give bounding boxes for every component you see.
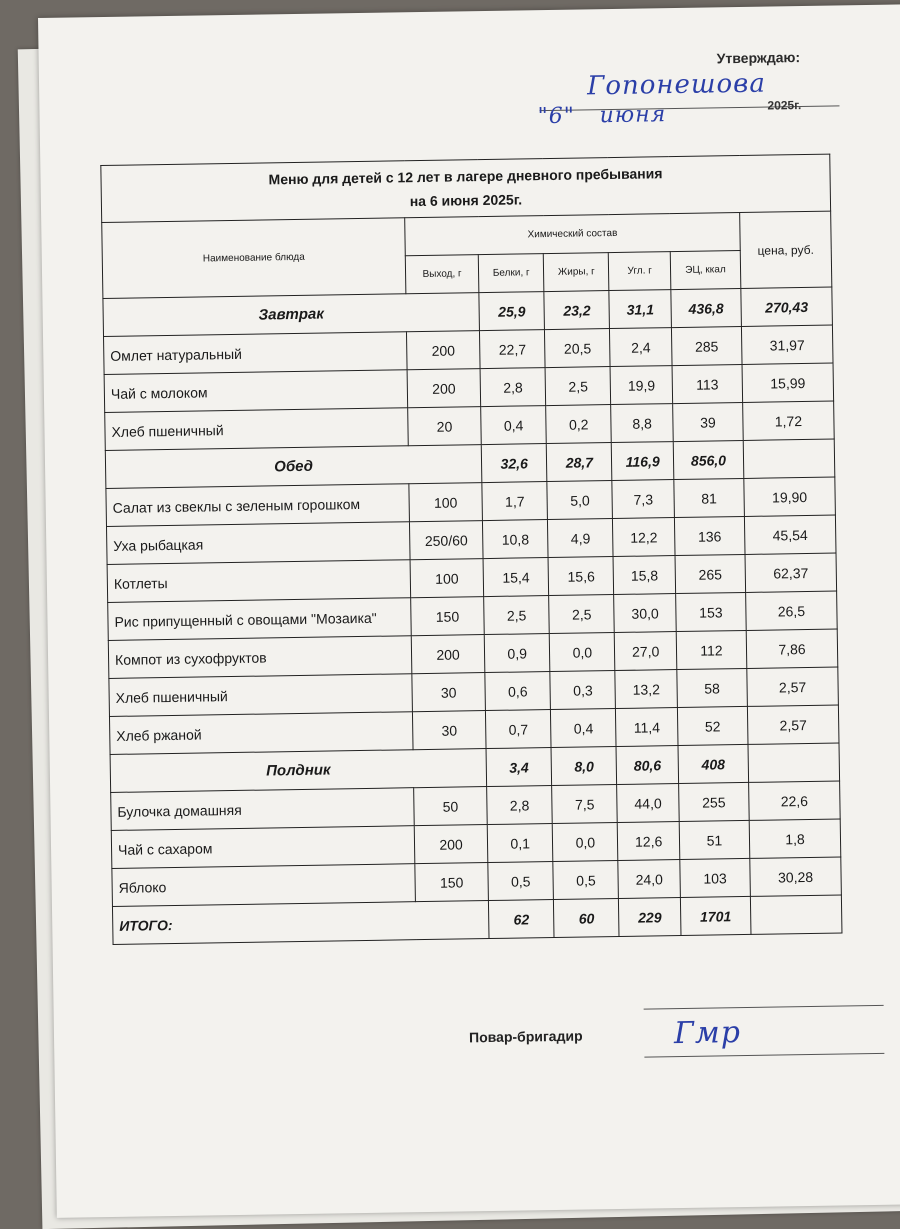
dish-name: Чай с сахаром: [111, 826, 415, 869]
dish-yield: 250/60: [409, 521, 483, 560]
energy-value: 112: [676, 630, 747, 669]
section-name: Обед: [105, 445, 482, 489]
price-value: 1,8: [749, 819, 841, 858]
dish-name: Хлеб пшеничный: [105, 408, 409, 451]
energy-value: 81: [674, 478, 745, 517]
carbs-value: 24,0: [618, 860, 680, 899]
protein-value: 0,6: [485, 672, 551, 711]
protein-value: 2,5: [484, 596, 550, 635]
price-value: 19,90: [744, 477, 836, 516]
price-value: 1,72: [743, 401, 835, 440]
protein-value: 22,7: [480, 330, 546, 369]
fat-value: 0,3: [550, 671, 616, 710]
dish-yield: 200: [407, 369, 481, 408]
protein-value: 32,6: [481, 444, 547, 483]
fat-value: 20,5: [545, 329, 611, 368]
carbs-value: 2,4: [610, 328, 672, 367]
dish-yield: 30: [412, 711, 486, 750]
fat-value: 0,5: [553, 860, 619, 899]
total-carbs: 229: [619, 898, 681, 937]
fat-value: 4,9: [548, 519, 614, 558]
carbs-value: 12,2: [613, 518, 675, 557]
cook-signature-line-top: [644, 1005, 884, 1010]
protein-value: 25,9: [479, 292, 545, 331]
energy-value: 285: [671, 326, 742, 365]
price-value: [743, 439, 835, 478]
protein-value: 0,7: [486, 710, 552, 749]
dish-name: Салат из свеклы с зеленым горошком: [106, 484, 410, 527]
dish-yield: 150: [415, 863, 489, 902]
carbs-value: 19,9: [610, 366, 672, 405]
dish-name: Яблоко: [112, 864, 416, 907]
dish-yield: 100: [410, 559, 484, 598]
total-protein: 62: [488, 900, 554, 939]
protein-value: 2,8: [487, 786, 553, 825]
fat-value: 15,6: [548, 557, 614, 596]
energy-value: 51: [679, 820, 750, 859]
approve-year: 2025г.: [767, 98, 802, 113]
energy-value: 265: [675, 554, 746, 593]
price-value: 30,28: [750, 857, 842, 896]
header-protein: Белки, г: [478, 254, 544, 293]
carbs-value: 8,8: [611, 404, 673, 443]
approve-date-day: "6": [537, 103, 576, 130]
carbs-value: 44,0: [617, 784, 679, 823]
dish-name: Уха рыбацкая: [106, 522, 410, 565]
dish-name: Котлеты: [107, 560, 411, 603]
dish-yield: 200: [406, 331, 480, 370]
energy-value: 408: [678, 744, 749, 783]
energy-value: 255: [679, 782, 750, 821]
price-value: 15,99: [742, 363, 834, 402]
fat-value: 28,7: [546, 443, 612, 482]
header-fat: Жиры, г: [544, 253, 610, 292]
table-title-line2: на 6 июня 2025г.: [409, 191, 523, 210]
approve-label: Утверждаю:: [716, 49, 801, 67]
total-price: [750, 895, 842, 934]
header-chem: Химический состав: [405, 213, 741, 256]
fat-value: 8,0: [551, 747, 617, 786]
carbs-value: 30,0: [614, 594, 676, 633]
price-value: 45,54: [744, 515, 836, 554]
fat-value: 7,5: [552, 784, 618, 823]
dish-yield: 50: [414, 787, 488, 826]
dish-yield: 100: [409, 483, 483, 522]
price-value: 31,97: [741, 325, 833, 364]
energy-value: 136: [674, 516, 745, 555]
dish-yield: 200: [411, 635, 485, 674]
carbs-value: 116,9: [612, 442, 674, 481]
menu-document: [38, 4, 900, 1218]
dish-name: Чай с молоком: [104, 370, 408, 413]
fat-value: 0,0: [552, 822, 618, 861]
dish-name: Омлет натуральный: [104, 332, 408, 375]
total-energy: 1701: [680, 896, 751, 935]
header-price: цена, руб.: [740, 211, 832, 288]
energy-value: 52: [677, 706, 748, 745]
energy-value: 103: [680, 858, 751, 897]
dish-name: Хлеб ржаной: [109, 712, 413, 755]
carbs-value: 31,1: [609, 290, 671, 329]
protein-value: 0,9: [484, 634, 550, 673]
cook-label: Повар-бригадир: [468, 1027, 583, 1046]
energy-value: 856,0: [673, 440, 744, 479]
dish-name: Компот из сухофруктов: [108, 636, 412, 679]
protein-value: 2,8: [480, 368, 546, 407]
section-name: Завтрак: [103, 293, 480, 337]
fat-value: 0,2: [546, 405, 612, 444]
protein-value: 0,1: [487, 824, 553, 863]
header-yield: Выход, г: [405, 255, 479, 294]
fat-value: 2,5: [545, 367, 611, 406]
header-energy: ЭЦ, ккал: [670, 250, 741, 289]
energy-value: 39: [673, 402, 744, 441]
dish-name: Булочка домашняя: [111, 788, 415, 831]
price-value: 62,37: [745, 553, 837, 592]
price-value: 2,57: [747, 667, 839, 706]
fat-value: 2,5: [549, 595, 615, 634]
energy-value: 58: [677, 668, 748, 707]
fat-value: 0,0: [549, 633, 615, 672]
protein-value: 10,8: [483, 520, 549, 559]
price-value: 26,5: [746, 591, 838, 630]
header-carbs: Угл. г: [609, 252, 671, 291]
price-value: 22,6: [749, 781, 841, 820]
protein-value: 15,4: [483, 558, 549, 597]
price-value: 270,43: [741, 287, 833, 326]
dish-yield: 150: [411, 597, 485, 636]
fat-value: 23,2: [544, 291, 610, 330]
dish-name: Хлеб пшеничный: [109, 674, 413, 717]
energy-value: 113: [672, 364, 743, 403]
menu-table: [100, 154, 842, 945]
energy-value: 436,8: [671, 288, 742, 327]
protein-value: 3,4: [486, 748, 552, 787]
approver-signature: Гопонешова: [586, 68, 767, 102]
protein-value: 1,7: [482, 482, 548, 521]
approve-date-month: июня: [599, 102, 667, 129]
dish-name: Рис припущенный с овощами "Мозаика": [108, 598, 412, 641]
carbs-value: 13,2: [615, 670, 677, 709]
carbs-value: 7,3: [612, 480, 674, 519]
carbs-value: 15,8: [613, 556, 675, 595]
table-title-line1: Меню для детей с 12 лет в лагере дневного пребывания: [268, 165, 663, 188]
total-label: ИТОГО:: [112, 901, 489, 945]
carbs-value: 80,6: [616, 746, 678, 785]
price-value: [748, 743, 840, 782]
price-value: 2,57: [747, 705, 839, 744]
cook-signature: Гмр: [673, 1015, 742, 1052]
dish-yield: 30: [412, 673, 486, 712]
dish-yield: 200: [414, 825, 488, 864]
energy-value: 153: [676, 592, 747, 631]
carbs-value: 12,6: [618, 822, 680, 861]
carbs-value: 11,4: [616, 708, 678, 747]
cook-signature-line: [644, 1053, 884, 1058]
protein-value: 0,5: [488, 862, 554, 901]
dish-yield: 20: [408, 407, 482, 446]
fat-value: 5,0: [547, 481, 613, 520]
fat-value: 0,4: [551, 709, 617, 748]
total-fat: 60: [554, 898, 620, 937]
header-name: Наименование блюда: [102, 218, 406, 299]
price-value: 7,86: [746, 629, 838, 668]
section-name: Полдник: [110, 749, 487, 793]
carbs-value: 27,0: [615, 632, 677, 671]
protein-value: 0,4: [481, 406, 547, 445]
